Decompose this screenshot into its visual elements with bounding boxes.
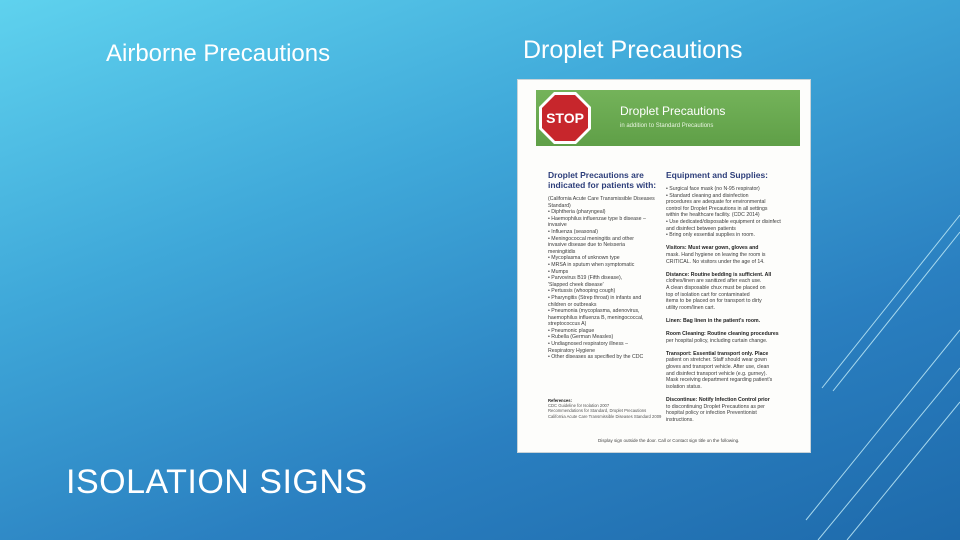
sign-indication-line: • Mumps [548, 268, 569, 275]
droplet-precautions-sign-image [518, 80, 810, 452]
sign-equipment-line [666, 390, 798, 397]
sign-indication-line: Respiratory Hygiene [548, 347, 595, 354]
sign-equipment-line: mask. Hand hygiene on leaving the room is [666, 251, 766, 258]
sign-indication-line: • Other diseases as specified by the CDC [548, 354, 644, 361]
sign-equipment-line [666, 311, 798, 318]
sign-indication-line: • Pharyngitis (Strep throat) in infants and [548, 294, 642, 301]
sign-equipment-line [666, 239, 798, 246]
sign-equipment-line: procedures are adequate for environmental [666, 199, 766, 206]
sign-indication-line: Standard) [548, 202, 571, 209]
sign-equipment-line: Visitors: Must wear gown, gloves and [666, 245, 759, 252]
sign-equipment-line: • Bring only essential supplies in room. [666, 232, 755, 239]
isolation-signs-title: ISOLATION SIGNS [66, 463, 368, 501]
sign-reference-line: CDC Guideline for Isolation 2007 [548, 403, 610, 409]
sign-equipment-line: Transport: Essential transport only. Place [666, 350, 769, 357]
sign-indication-line: • Rubella (German Measles) [548, 334, 614, 341]
sign-equipment-line: A clean disposable chux must be placed on [666, 284, 766, 291]
sign-indication-line: invasive [548, 222, 567, 229]
sign-indications-list [548, 196, 660, 361]
sign-indication-line: streptococcus A) [548, 321, 587, 328]
sign-equipment-line: clothes/linen are sanitized after each use. [666, 278, 762, 285]
stop-sign-text: STOP [546, 110, 584, 126]
sign-indication-line: • Pneumonia (mycoplasma, adenovirus, [548, 308, 640, 315]
sign-indication-line: (California Acute Care Transmissible Diseases [548, 196, 655, 202]
sign-reference-line: California Acute Care Transmissible Diseases Standard 2009 [548, 413, 662, 419]
sign-equipment-line: Discontinue: Notify Infection Control prior [666, 397, 770, 403]
sign-equipment-line [666, 344, 798, 351]
sign-equipment-line: control for Droplet Precautions in all settings [666, 205, 768, 212]
sign-equipment-line: isolation status. [666, 383, 702, 390]
sign-equipment-heading: Equipment and Supplies: [666, 170, 769, 180]
sign-equipment-list [666, 186, 798, 423]
sign-equipment-line: • Standard cleaning and disinfection [666, 192, 749, 199]
sign-equipment-line: to discontinuing Droplet Precautions as per [666, 403, 765, 410]
sign-indication-line: • Pertussis (whooping cough) [548, 288, 616, 295]
sign-equipment-line: and disinfect between patients [666, 225, 736, 232]
airborne-precautions-heading: Airborne Precautions [106, 40, 331, 67]
sign-equipment-line [666, 324, 798, 331]
sign-equipment-line: patient on stretcher. Staff should wear gown [666, 357, 767, 364]
sign-reference-line: Recommendations for Standard, Droplet Precautions [548, 408, 647, 414]
sign-equipment-line: • Surgical face mask (no N-95 respirator) [666, 186, 760, 192]
sign-indication-line: • MRSA in sputum when symptomatic [548, 261, 635, 268]
sign-indication-line: invasive disease due to Neisseria [548, 242, 625, 249]
sign-equipment-line: and disinfect transport vehicle (e.g. gurney). [666, 370, 767, 377]
sign-equipment-line: within the healthcare facility. (CDC 2014) [666, 212, 760, 219]
sign-banner-title: Droplet Precautions [620, 104, 726, 118]
sign-equipment-line: gloves and transport vehicle. After use, clean [666, 364, 770, 371]
sign-equipment-line [666, 265, 798, 272]
sign-equipment-line: utility room/linen cart. [666, 304, 716, 311]
sign-references [548, 398, 688, 419]
sign-equipment-line: per hospital policy, including curtain change. [666, 337, 768, 344]
sign-equipment-line: Linen: Bag linen in the patient's room. [666, 317, 761, 324]
sign-equipment-line: instructions. [666, 416, 694, 423]
sign-equipment-line: items to be placed on for transport to dirty [666, 298, 762, 305]
sign-banner [536, 90, 800, 146]
sign-indication-line: • Mycoplasma of unknown type [548, 255, 620, 262]
sign-indication-line: • Meningococcal meningitis and other [548, 235, 635, 242]
sign-equipment-line: CRITICAL. No visitors under the age of 14. [666, 258, 765, 265]
sign-reference-line: References: [548, 398, 572, 403]
sign-indication-line: • Parvovirus B19 (Fifth disease), [548, 275, 623, 282]
sign-equipment-line: • Use dedicated/disposable equipment or disinfect [666, 218, 781, 225]
sign-indication-line: children or outbreaks [548, 301, 597, 308]
sign-indications-heading: Droplet Precautions are indicated for patients with: [548, 170, 657, 190]
sign-indication-line: haemophilus influenza B, meningococcal, [548, 314, 644, 321]
sign-footer: Display sign outside the door. Call or Contact sign title on the following. [598, 438, 740, 443]
sign-equipment-line: top of isolation cart for contaminated [666, 291, 750, 298]
sign-equipment-line: hospital policy or infection Preventionist [666, 410, 757, 417]
sign-indication-line: • Influenza (seasonal) [548, 228, 598, 235]
sign-banner-subtitle: in addition to Standard Precautions [620, 123, 714, 129]
sign-indication-line: • Haemophilus influenzae type b disease – [548, 215, 646, 222]
sign-indication-line: • Pneumonic plague [548, 327, 595, 334]
stop-sign-icon [538, 91, 592, 145]
sign-indication-line: meningitidis [548, 248, 576, 255]
sign-equipment-line: Distance: Routine bedding is sufficient. All [666, 271, 772, 278]
sign-equipment-line: Mask receiving department regarding patient's [666, 377, 773, 384]
sign-indication-line: • Undiagnosed respiratory illness – [548, 341, 628, 348]
droplet-precautions-heading: Droplet Precautions [523, 36, 743, 64]
sign-indication-line: • Diphtheria (pharyngeal) [548, 209, 606, 216]
sign-indication-line: 'Slapped cheek disease' [548, 281, 604, 288]
sign-equipment-line: Room Cleaning: Routine cleaning procedures [666, 331, 779, 338]
